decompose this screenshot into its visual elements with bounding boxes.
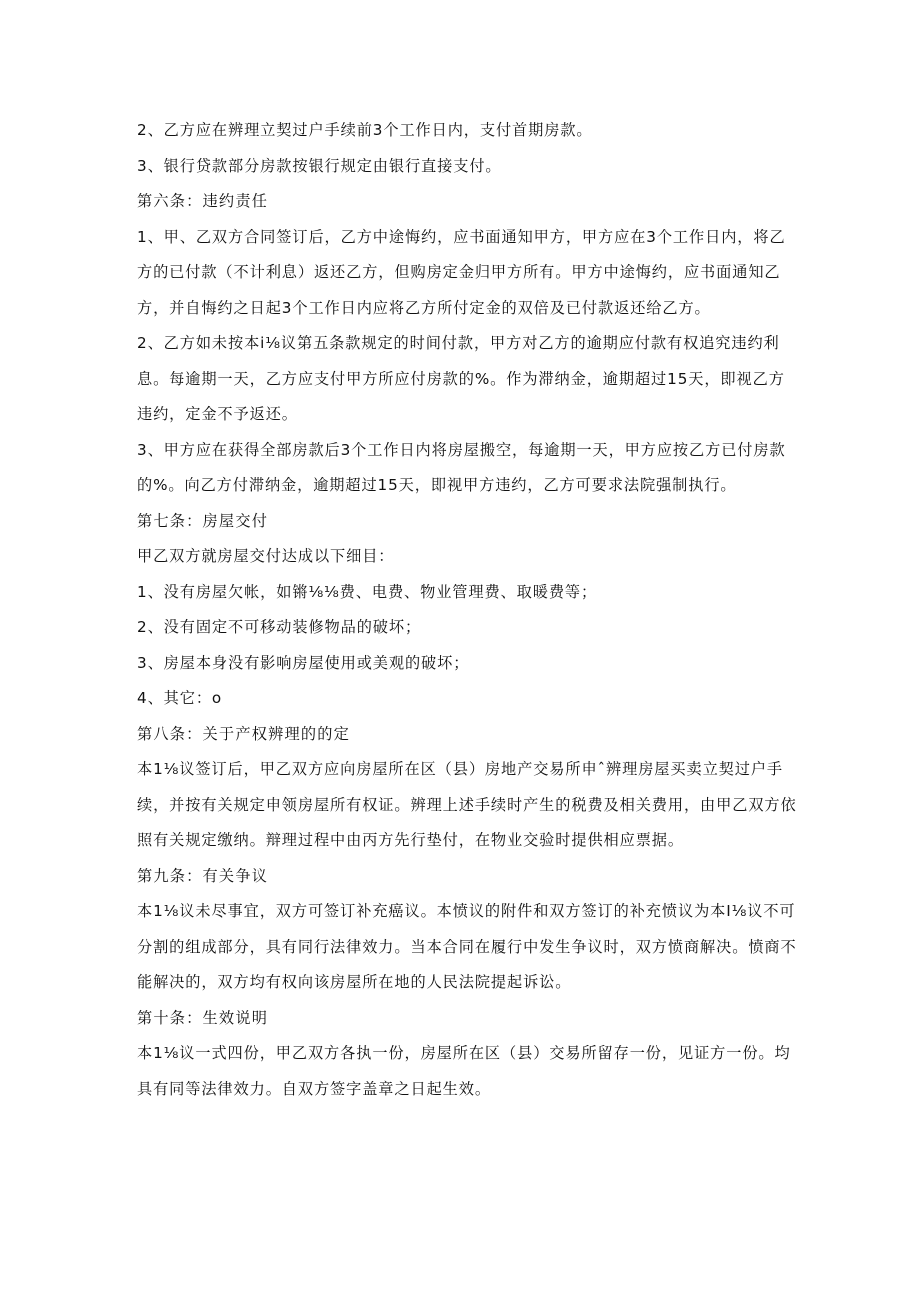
delivery-item-2: 2、没有固定不可移动装修物品的破坏；	[137, 618, 422, 636]
title-transfer-text: 本1⅛议签订后，甲乙双方应向房屋所在区（县）房地产交易所申ˆ辨理房屋买卖立契过户手续，并按有关规定申领房屋所有权证。辨理上述手续时产生的税费及相关费用，由甲乙双方依照有关规定缴纳。辩理过程中由丙方先行垫付，在物业交验时提供相应票据。	[137, 760, 797, 849]
document-body	[137, 113, 797, 1107]
section-heading-effectiveness: 第十条：生效说明	[137, 1008, 269, 1027]
disputes-text: 本1⅛议未尽事宜，双方可签订补充癌议。本愤议的附件和双方签订的补充愤议为本I⅛议不可分割的组成部分，具有同行法律效力。当本合同在履行中发生争议时，双方愤商解决。愤商不能解决的，双方均有权向该房屋所在地的人民法院提起诉讼。	[137, 902, 797, 991]
clause-item-breach-2: 2、乙方如未按本i⅛议第五条款规定的时间付款，甲方对乙方的逾期应付款有权追究违约利息。每逾期一天，乙方应支付甲方所应付房款的%。作为滞纳金，逾期超过15天，即视乙方违约，定金不予返还。	[137, 334, 785, 423]
delivery-item-1: 1、没有房屋欠帐，如锵⅛⅛费、电费、物业管理费、取暖费等；	[137, 582, 598, 601]
delivery-item-4: 4、其它：o	[137, 689, 223, 707]
delivery-item-3: 3、房屋本身没有影响房屋使用或美观的破坏；	[137, 653, 470, 672]
section-heading-delivery: 第七条：房屋交付	[137, 511, 269, 530]
section-heading-disputes: 第九条：有关争议	[137, 866, 269, 885]
section-heading-breach: 第六条：违约责任	[137, 192, 269, 210]
clause-item-bank-loan: 3、银行贷款部分房款按银行规定由银行直接支付。	[137, 156, 502, 175]
clause-item-breach-1: 1、甲、乙双方合同签订后，乙方中途悔约，应书面通知甲方，甲方应在3个工作日内，将乙方的已付款（不计利息）返还乙方，但购房定金归甲方所有。甲方中途悔约，应书面通知乙方，并自悔约之日起3个工作日内应将乙方所付定金的双倍及已付款返还给乙方。	[137, 227, 786, 317]
delivery-intro: 甲乙双方就房屋交付达成以下细目：	[137, 547, 395, 565]
section-heading-title-transfer: 第八条：关于产权辨理的的定	[137, 724, 351, 743]
clause-item-first-payment: 2、乙方应在辨理立契过户手续前3个工作日内，支付首期房款。	[137, 121, 593, 139]
effectiveness-text: 本1⅛议一式四份，甲乙双方各执一份，房屋所在区（县）交易所留存一份，见证方一份。均具有同等法律效力。自双方签字盖章之日起生效。	[137, 1044, 791, 1098]
clause-item-breach-3: 3、甲方应在获得全部房款后3个工作日内将房屋搬空，每逾期一天，甲方应按乙方已付房款的%。向乙方付滞纳金，逾期超过15天，即视甲方违约，乙方可要求法院强制执行。	[137, 440, 786, 494]
